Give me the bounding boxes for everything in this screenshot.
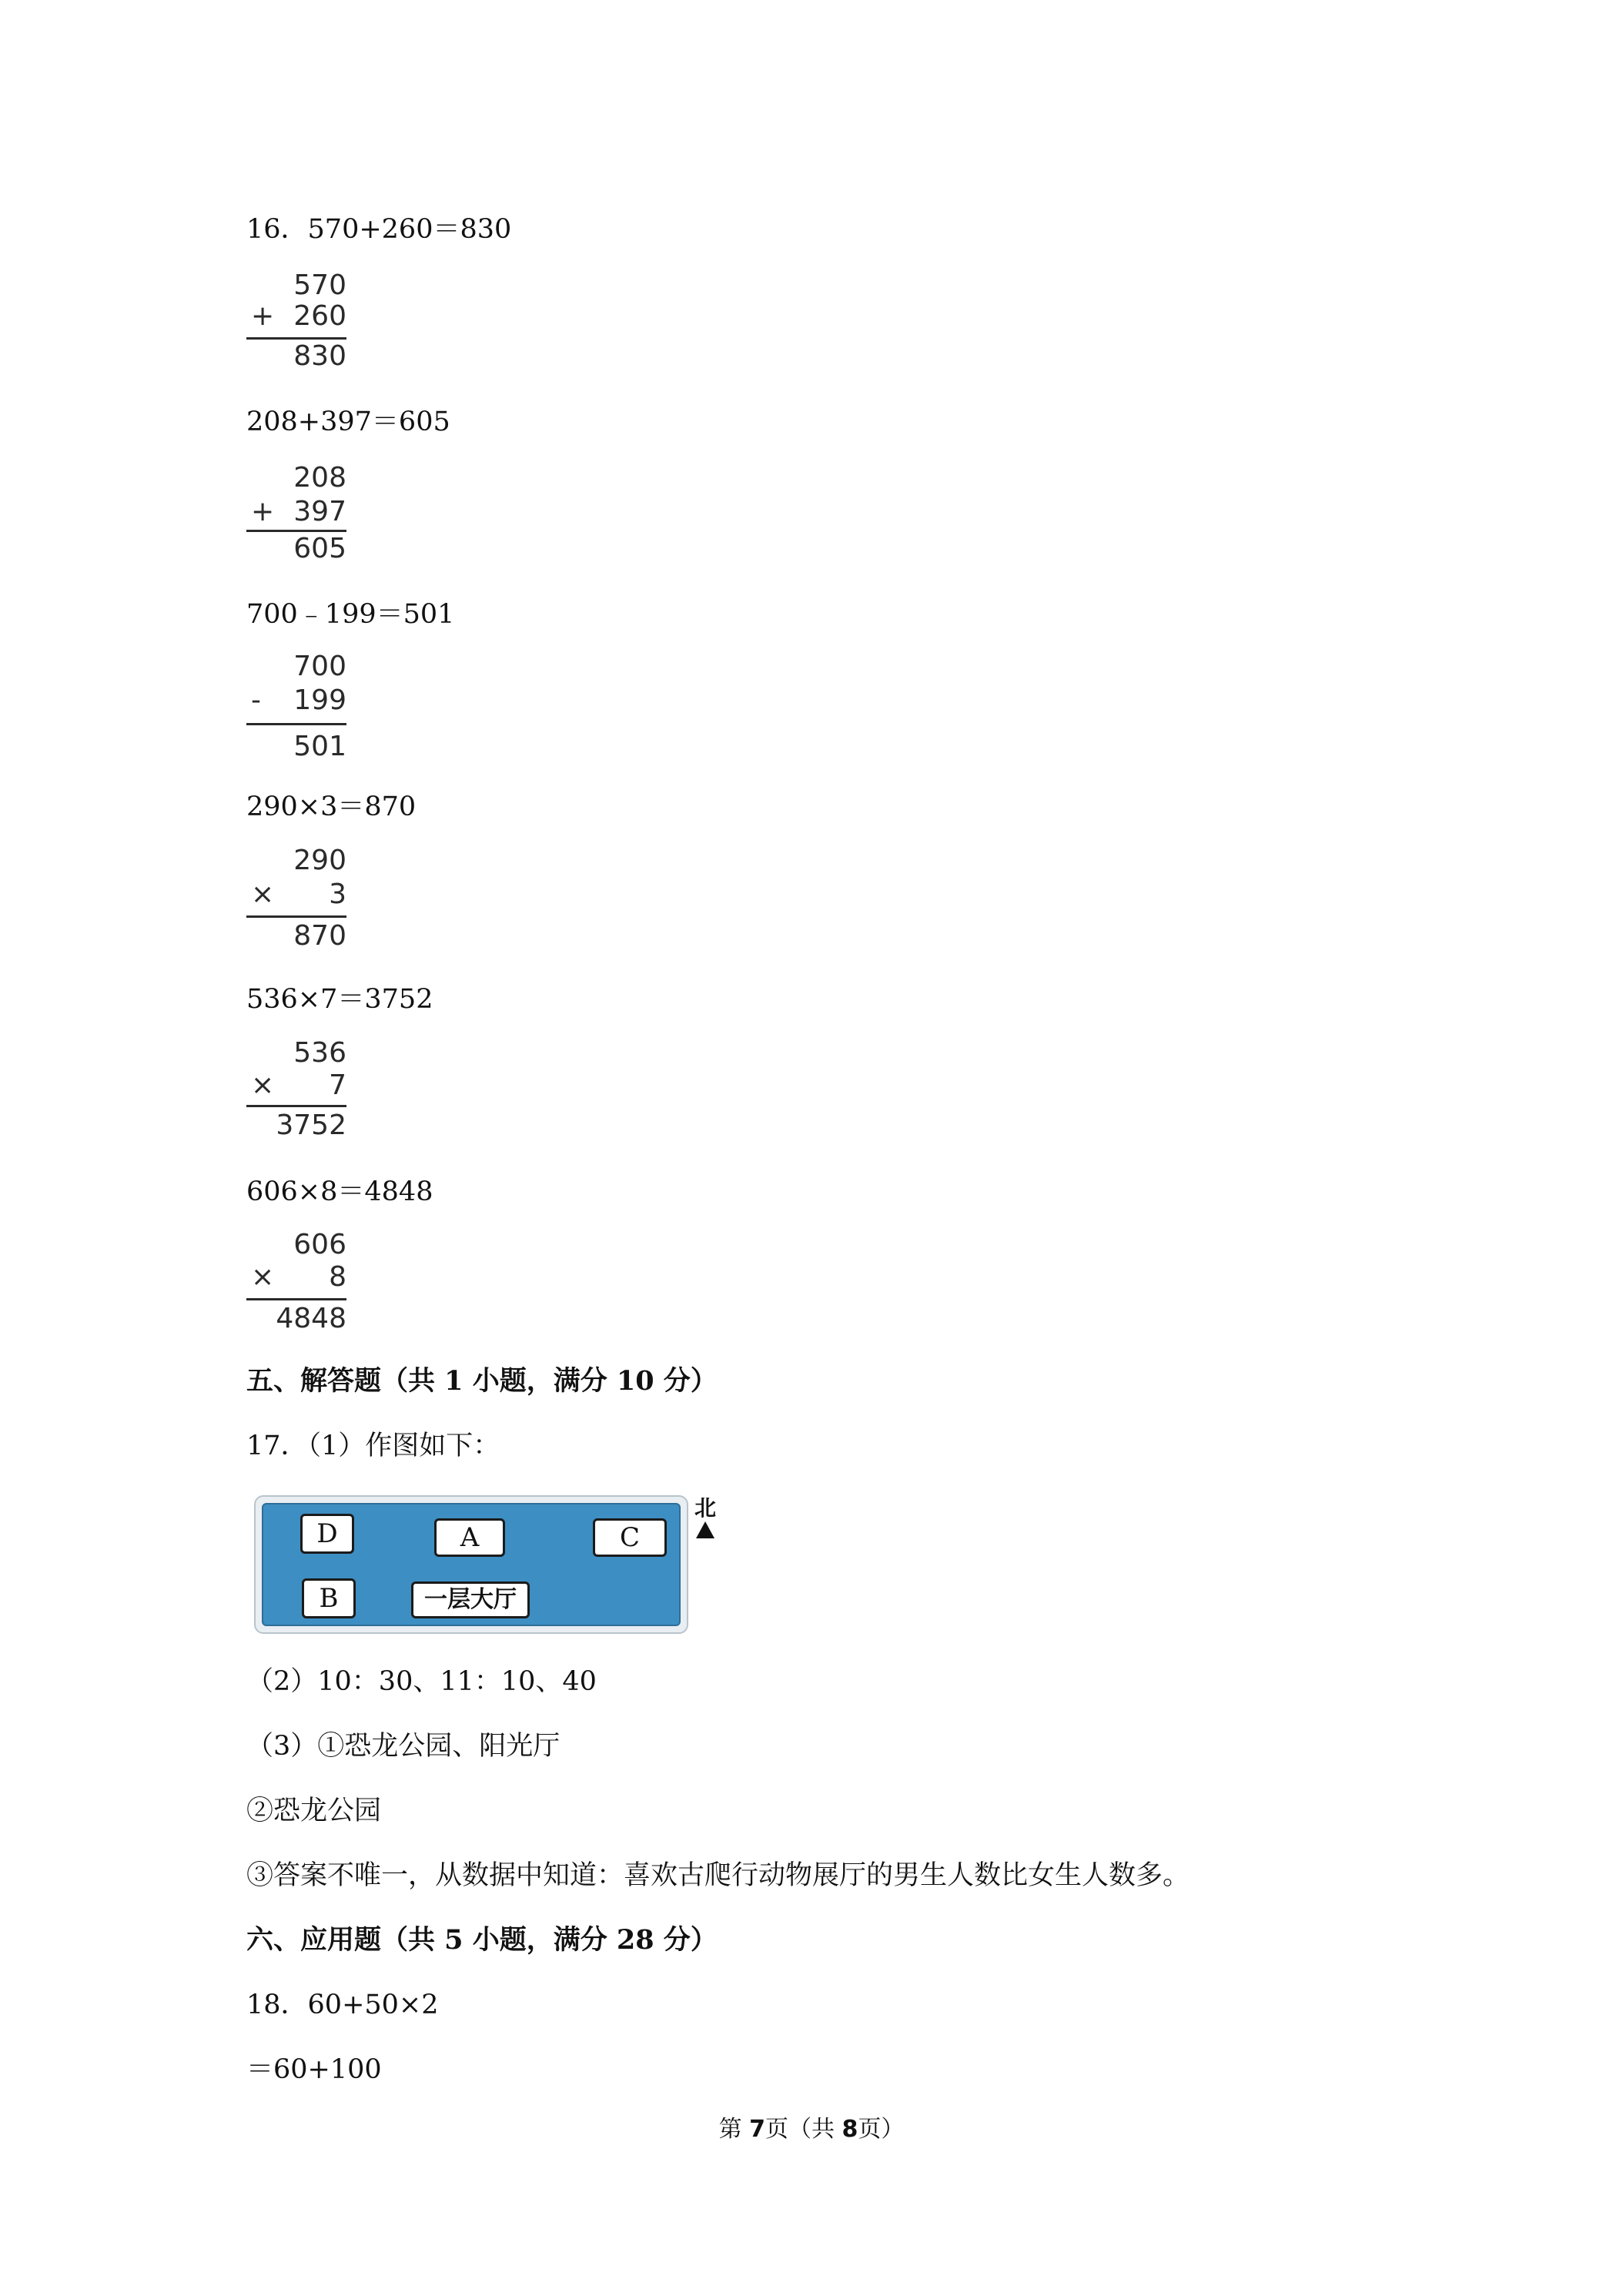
section-6-heading: 六、应用题（共 5 小题，满分 28 分）	[246, 1924, 718, 1956]
calc-divider-line	[246, 1298, 346, 1300]
footer-prefix: 第	[718, 2116, 750, 2143]
q16-equation-2: 208+397＝605	[246, 407, 450, 437]
calc-result: 605	[293, 533, 346, 564]
calc-divider-line	[246, 530, 346, 532]
q17-part-2: （2）10：30、11：10、40	[246, 1666, 597, 1697]
footer-middle: 页（共	[765, 2116, 842, 2143]
room-c: C	[593, 1518, 667, 1557]
page-footer	[0, 2114, 1623, 2145]
q16-equation-1: 16．570+260＝830	[246, 214, 512, 245]
calc-bottom-number: 8	[329, 1261, 346, 1293]
calc-bottom-number: 260	[293, 300, 346, 332]
room-d: D	[300, 1514, 354, 1554]
footer-suffix: 页）	[858, 2116, 905, 2143]
calc-top-number: 700	[293, 651, 346, 682]
calc-top-number: 536	[293, 1037, 346, 1069]
q17-part-1: 17．（1）作图如下：	[246, 1431, 500, 1461]
q18-line-2: ＝60+100	[246, 2054, 382, 2085]
calc-operator: -	[251, 684, 261, 716]
calc-operator: ×	[251, 1069, 275, 1101]
calc-bottom-number: 3	[329, 879, 346, 910]
calc-operator: +	[251, 300, 275, 332]
room-first-floor-hall: 一层大厅	[411, 1581, 530, 1618]
footer-page-number: 7	[749, 2116, 765, 2143]
calc-bottom-number: 7	[329, 1069, 346, 1101]
q17-part-3-3: ③答案不唯一，从数据中知道：喜欢古爬行动物展厅的男生人数比女生人数多。	[246, 1860, 1190, 1891]
q16-equation-3: 700﹣199＝501	[246, 599, 455, 630]
calc-result: 4848	[276, 1303, 346, 1334]
calc-divider-line	[246, 915, 346, 918]
room-b: B	[302, 1578, 356, 1618]
section-5-heading: 五、解答题（共 1 小题，满分 10 分）	[246, 1365, 718, 1397]
calc-top-number: 606	[293, 1229, 346, 1260]
calc-top-number: 208	[293, 462, 346, 494]
calc-divider-line	[246, 1105, 346, 1107]
museum-floor-map	[254, 1495, 688, 1634]
north-indicator	[691, 1497, 719, 1538]
q17-part-3-2: ②恐龙公园	[246, 1796, 382, 1826]
calc-bottom-number: 199	[293, 684, 346, 716]
q17-part-3-1: （3）①恐龙公园、阳光厅	[246, 1731, 561, 1762]
calc-top-number: 570	[293, 269, 346, 301]
map-floor-area	[262, 1503, 681, 1626]
north-label: 北	[694, 1495, 716, 1521]
north-arrow-icon	[696, 1521, 714, 1538]
calc-operator: ×	[251, 1261, 275, 1293]
footer-total-pages: 8	[842, 2116, 858, 2143]
calc-bottom-number: 397	[293, 496, 346, 527]
room-a: A	[434, 1518, 505, 1557]
q16-equation-6: 606×8＝4848	[246, 1176, 433, 1207]
calc-operator: +	[251, 496, 275, 527]
q16-equation-4: 290×3＝870	[246, 792, 417, 822]
calc-divider-line	[246, 337, 346, 340]
calc-result: 501	[293, 731, 346, 762]
calc-operator: ×	[251, 879, 275, 910]
calc-divider-line	[246, 723, 346, 725]
calc-result: 830	[293, 340, 346, 372]
q18-line-1: 18．60+50×2	[246, 1990, 439, 2020]
q16-equation-5: 536×7＝3752	[246, 984, 433, 1015]
calc-result: 3752	[276, 1110, 346, 1141]
calc-top-number: 290	[293, 845, 346, 876]
calc-result: 870	[293, 920, 346, 952]
